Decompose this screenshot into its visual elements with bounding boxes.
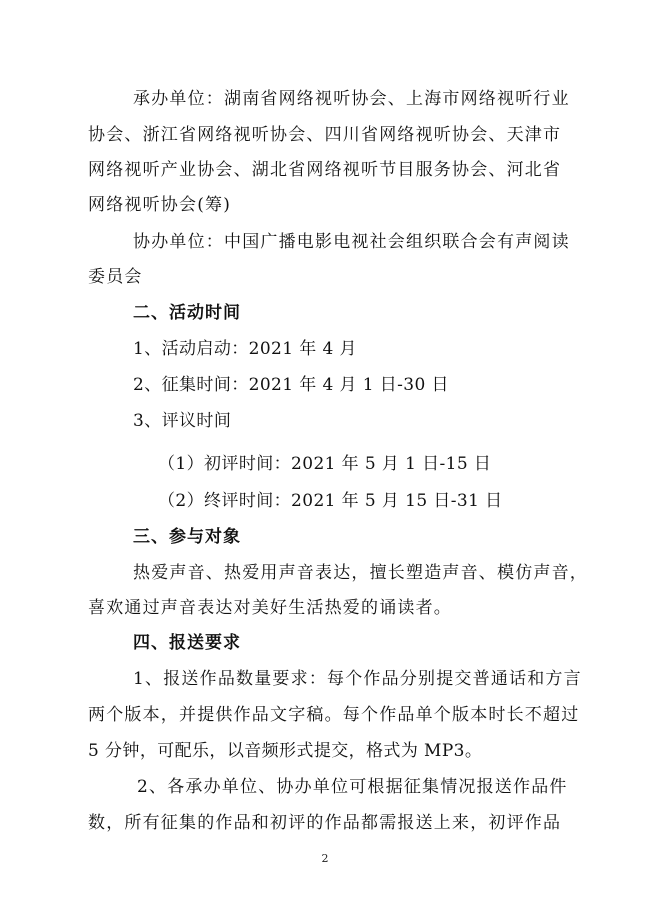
collection-time-line: 2、征集时间：2021 年 4 月 1 日-30 日 <box>133 375 449 395</box>
co-organizer-line-2: 委员会 <box>88 267 143 287</box>
section-heading-participants: 三、参与对象 <box>133 527 241 547</box>
submission-line-1: 1、报送作品数量要求：每个作品分别提交普通话和方言 <box>133 669 582 689</box>
section-heading-activity-time: 二、活动时间 <box>133 303 241 323</box>
activity-start-line: 1、活动启动：2021 年 4 月 <box>133 339 357 359</box>
submission-line-2: 两个版本，并提供作品文字稿。每个作品单个版本时长不超过 <box>88 705 580 725</box>
organizer-line-3: 网络视听产业协会、湖北省网络视听节目服务协会、河北省 <box>88 160 562 180</box>
first-review-time-line: （1）初评时间：2021 年 5 月 1 日-15 日 <box>158 454 492 474</box>
review-time-line: 3、评议时间 <box>133 411 232 431</box>
organizer-line-4: 网络视听协会(筹) <box>88 195 232 215</box>
page-number: 2 <box>321 852 329 865</box>
participants-line-1: 热爱声音、热爱用声音表达，擅长塑造声音、模仿声音， <box>133 563 588 583</box>
organizer-line-1: 承办单位：湖南省网络视听协会、上海市网络视听行业 <box>133 89 570 109</box>
final-review-time-line: （2）终评时间：2021 年 5 月 15 日-31 日 <box>158 491 503 511</box>
submission-line-4: 2、各承办单位、协办单位可根据征集情况报送作品件 <box>137 777 568 797</box>
submission-line-5: 数，所有征集的作品和初评的作品都需报送上来，初评作品 <box>88 813 562 833</box>
submission-line-3: 5 分钟，可配乐，以音频形式提交，格式为 MP3。 <box>88 741 483 761</box>
participants-line-2: 喜欢通过声音表达对美好生活热爱的诵读者。 <box>88 598 452 618</box>
section-heading-submission: 四、报送要求 <box>133 633 241 653</box>
co-organizer-line-1: 协办单位：中国广播电影电视社会组织联合会有声阅读 <box>133 232 570 252</box>
organizer-line-2: 协会、浙江省网络视听协会、四川省网络视听协会、天津市 <box>88 125 562 145</box>
